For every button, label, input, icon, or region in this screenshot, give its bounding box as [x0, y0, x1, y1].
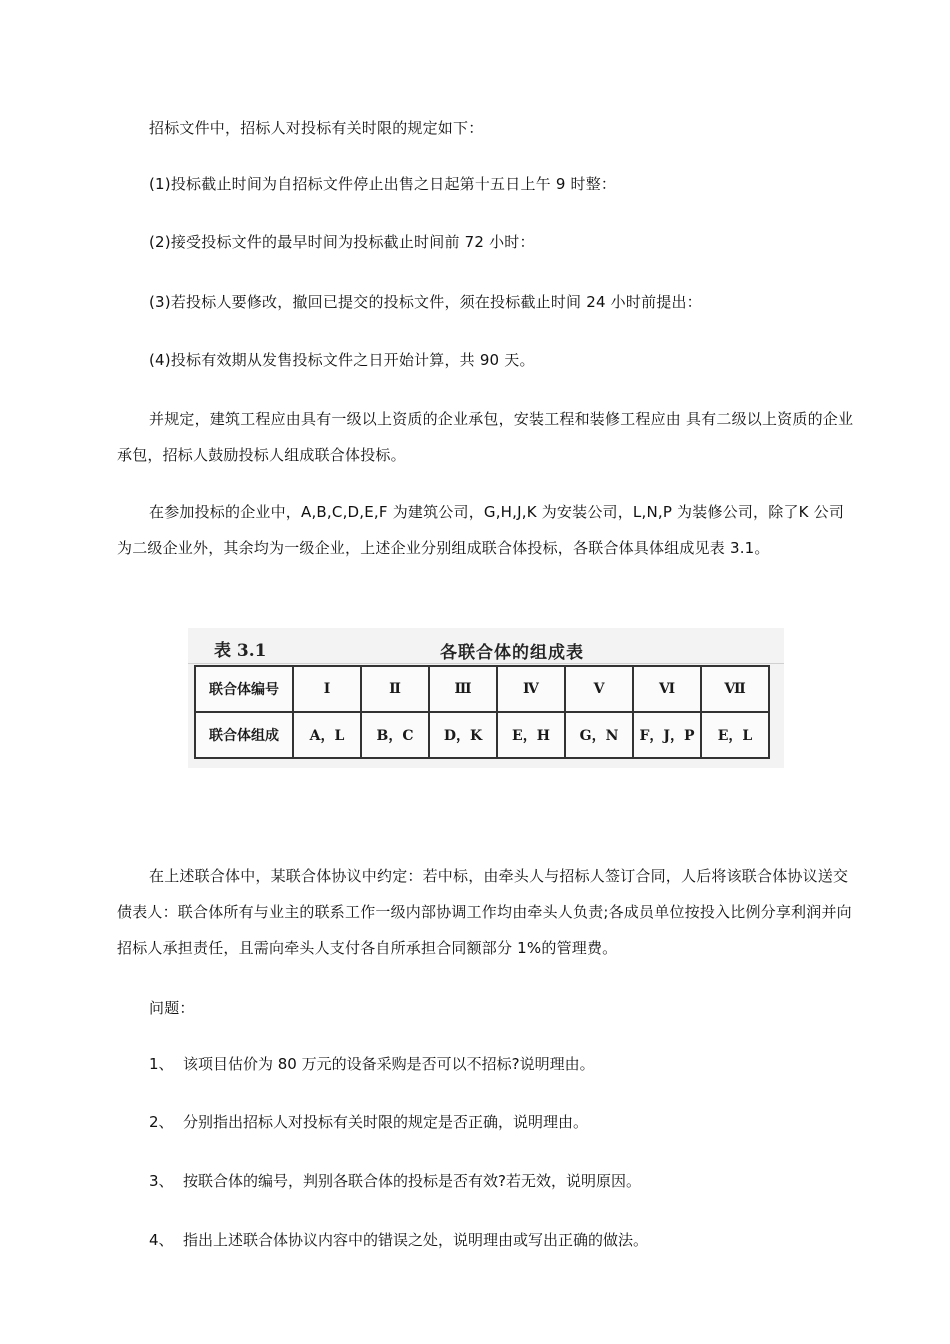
- members-cell: E，L: [701, 712, 769, 758]
- members-cell: D，K: [429, 712, 497, 758]
- row-label-id: 联合体编号: [195, 666, 293, 712]
- qualification-paragraph: 并规定，建筑工程应由具有一级以上资质的企业承包，安装工程和装修工程应由 具有二级以上资质的企业承包，招标人鼓励投标人组成联合体投标。: [117, 410, 854, 464]
- question-text: 该项目估价为 80 万元的设备采购是否可以不招标?说明理由。: [183, 1055, 595, 1073]
- table-number: 表 3.1: [214, 641, 267, 661]
- table-row: [195, 666, 769, 712]
- question-1: [149, 1054, 595, 1074]
- question-3: [149, 1171, 641, 1191]
- companies-paragraph: 在参加投标的企业中，A,B,C,D,E,F 为建筑公司，G,H,J,K 为安装公司，L,N,P 为装修公司，除了K 公司为二级企业外，其余均为一级企业，上述企业分别组成联合体投标，各联合体具体组成见表 3.1。: [117, 503, 845, 557]
- rule-3: (3)若投标人要修改，撤回已提交的投标文件，须在投标截止时间 24 小时前提出：: [149, 293, 702, 311]
- members-cell: G，N: [565, 712, 633, 758]
- question-number: 1、: [149, 1055, 174, 1073]
- table-row: [195, 712, 769, 758]
- intro-paragraph: 招标文件中，招标人对投标有关时限的规定如下：: [149, 119, 484, 137]
- id-cell: V: [565, 666, 633, 712]
- id-cell: I: [293, 666, 361, 712]
- id-cell: Ⅲ: [429, 666, 497, 712]
- id-cell: Ⅶ: [701, 666, 769, 712]
- members-cell: A，L: [293, 712, 361, 758]
- question-number: 2、: [149, 1113, 174, 1131]
- members-cell: B，C: [361, 712, 429, 758]
- id-cell: Ⅵ: [633, 666, 701, 712]
- table-title: 各联合体的组成表: [440, 643, 584, 663]
- row-label-members: 联合体组成: [195, 712, 293, 758]
- question-text: 指出上述联合体协议内容中的错误之处，说明理由或写出正确的做法。: [183, 1231, 649, 1249]
- id-cell: Ⅳ: [497, 666, 565, 712]
- consortium-table: [194, 665, 770, 759]
- rule-4: (4)投标有效期从发售投标文件之日开始计算，共 90 天。: [149, 351, 535, 369]
- members-cell: F，J，P: [633, 712, 701, 758]
- question-text: 按联合体的编号，判别各联合体的投标是否有效?若无效，说明原因。: [183, 1172, 641, 1190]
- caption-divider: [188, 663, 784, 664]
- question-text: 分别指出招标人对投标有关时限的规定是否正确，说明理由。: [183, 1113, 589, 1131]
- question-number: 4、: [149, 1231, 174, 1249]
- id-cell: Ⅱ: [361, 666, 429, 712]
- consortium-table-image: [188, 628, 784, 768]
- questions-label: 问题：: [149, 999, 195, 1017]
- question-2: [149, 1112, 588, 1132]
- question-4: [149, 1230, 648, 1250]
- table-caption: [188, 632, 784, 662]
- rule-2: (2)接受投标文件的最早时间为投标截止时间前 72 小时：: [149, 233, 535, 251]
- question-number: 3、: [149, 1172, 174, 1190]
- agreement-paragraph: 在上述联合体中，某联合体协议中约定：若中标，由牵头人与招标人签订合同，人后将该联合体协议送交债表人：联合体所有与业主的联系工作一级内部协调工作均由牵头人负责;各成员单位按投入比例分享利润并向招标人承担责任，且需向牵头人支付各自所承担合同额部分 1%的管理费。: [117, 867, 852, 957]
- members-cell: E，H: [497, 712, 565, 758]
- rule-1: (1)投标截止时间为自招标文件停止出售之日起第十五日上午 9 时整：: [149, 175, 617, 193]
